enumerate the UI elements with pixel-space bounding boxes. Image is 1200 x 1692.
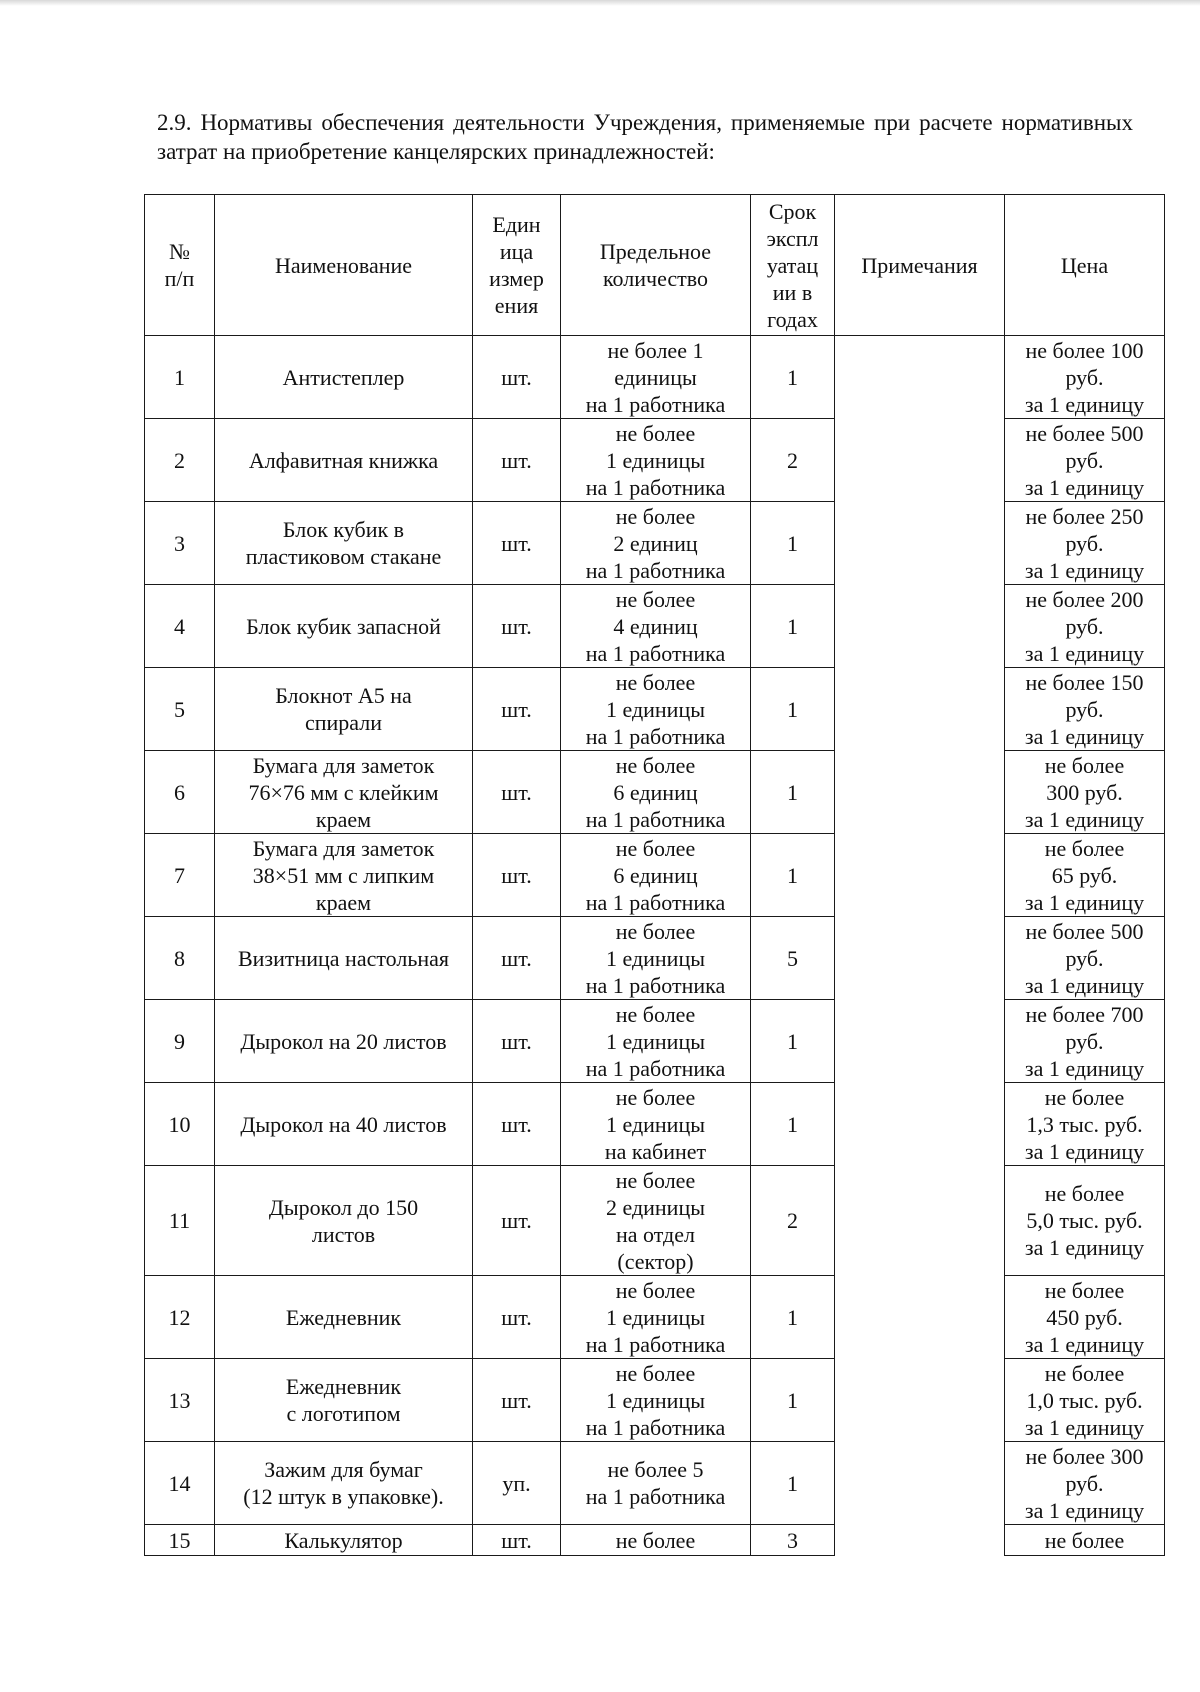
- section-intro: 2.9. Нормативы обеспечения деятельности Учреждения, применяемые при расчете нормативных затрат на приобретение канцелярских принадлежностей:: [157, 110, 1133, 164]
- cell-num: 6: [145, 751, 215, 834]
- cell-price: не более 250 руб. за 1 единицу: [1005, 502, 1165, 585]
- cell-term: 3: [751, 1525, 835, 1556]
- cell-name: Алфавитная книжка: [215, 419, 473, 502]
- cell-price: не более 1,0 тыс. руб. за 1 единицу: [1005, 1359, 1165, 1442]
- cell-qty: не более 1 единицы на 1 работника: [561, 1276, 751, 1359]
- cell-price: не более 300 руб. за 1 единицу: [1005, 1442, 1165, 1525]
- cell-price: не более 150 руб. за 1 единицу: [1005, 668, 1165, 751]
- header-term: Срок экспл уатац ии в годах: [751, 195, 835, 336]
- header-note: Примечания: [835, 195, 1005, 336]
- cell-unit: шт.: [473, 1083, 561, 1166]
- cell-name: Дырокол до 150 листов: [215, 1166, 473, 1276]
- cell-note: [835, 1442, 1005, 1525]
- cell-unit: шт.: [473, 751, 561, 834]
- cell-unit: шт.: [473, 1359, 561, 1442]
- header-unit: Един ица измер ения: [473, 195, 561, 336]
- cell-name: Блок кубик запасной: [215, 585, 473, 668]
- cell-name: Зажим для бумаг (12 штук в упаковке).: [215, 1442, 473, 1525]
- cell-term: 2: [751, 1166, 835, 1276]
- cell-price: не более 200 руб. за 1 единицу: [1005, 585, 1165, 668]
- cell-price: не более 450 руб. за 1 единицу: [1005, 1276, 1165, 1359]
- cell-unit: шт.: [473, 336, 561, 419]
- cell-note: [835, 834, 1005, 917]
- cell-num: 8: [145, 917, 215, 1000]
- cell-unit: шт.: [473, 1000, 561, 1083]
- cell-price: не более 1,3 тыс. руб. за 1 единицу: [1005, 1083, 1165, 1166]
- cell-note: [835, 751, 1005, 834]
- cell-name: Бумага для заметок 76×76 мм с клейким краем: [215, 751, 473, 834]
- cell-price: не более 100 руб. за 1 единицу: [1005, 336, 1165, 419]
- cell-qty: не более 1 единицы на кабинет: [561, 1083, 751, 1166]
- cell-term: 1: [751, 668, 835, 751]
- cell-name: Ежедневник: [215, 1276, 473, 1359]
- cell-unit: шт.: [473, 1276, 561, 1359]
- cell-name: Бумага для заметок 38×51 мм с липким краем: [215, 834, 473, 917]
- cell-unit: шт.: [473, 834, 561, 917]
- cell-name: Блокнот А5 на спирали: [215, 668, 473, 751]
- cell-term: 1: [751, 502, 835, 585]
- cell-name: Дырокол на 40 листов: [215, 1083, 473, 1166]
- header-price: Цена: [1005, 195, 1165, 336]
- cell-num: 1: [145, 336, 215, 419]
- cell-price: не более 65 руб. за 1 единицу: [1005, 834, 1165, 917]
- cell-note: [835, 1000, 1005, 1083]
- cell-qty: не более 4 единиц на 1 работника: [561, 585, 751, 668]
- cell-note: [835, 1276, 1005, 1359]
- cell-qty: не более 1 единицы на 1 работника: [561, 917, 751, 1000]
- cell-unit: шт.: [473, 502, 561, 585]
- cell-price: не более 700 руб. за 1 единицу: [1005, 1000, 1165, 1083]
- table-row: [145, 336, 1165, 419]
- cell-note: [835, 585, 1005, 668]
- table-row: [145, 1525, 1165, 1556]
- cell-note: [835, 336, 1005, 419]
- cell-num: 7: [145, 834, 215, 917]
- cell-term: 1: [751, 1276, 835, 1359]
- cell-unit: уп.: [473, 1442, 561, 1525]
- header-name: Наименование: [215, 195, 473, 336]
- cell-qty: не более 6 единиц на 1 работника: [561, 751, 751, 834]
- cell-num: 12: [145, 1276, 215, 1359]
- cell-num: 15: [145, 1525, 215, 1556]
- cell-term: 1: [751, 1359, 835, 1442]
- cell-unit: шт.: [473, 917, 561, 1000]
- table-row: [145, 1359, 1165, 1442]
- table-row: [145, 585, 1165, 668]
- cell-unit: шт.: [473, 585, 561, 668]
- scan-edge: [0, 0, 1200, 6]
- cell-note: [835, 1083, 1005, 1166]
- cell-name: Блок кубик в пластиковом стакане: [215, 502, 473, 585]
- table-row: [145, 1276, 1165, 1359]
- cell-qty: не более 1 единицы на 1 работника: [561, 336, 751, 419]
- cell-term: 1: [751, 1442, 835, 1525]
- cell-term: 1: [751, 1000, 835, 1083]
- cell-price: не более 500 руб. за 1 единицу: [1005, 917, 1165, 1000]
- cell-qty: не более 1 единицы на 1 работника: [561, 1359, 751, 1442]
- cell-term: 1: [751, 834, 835, 917]
- cell-num: 10: [145, 1083, 215, 1166]
- cell-term: 5: [751, 917, 835, 1000]
- cell-term: 1: [751, 585, 835, 668]
- table-row: [145, 1166, 1165, 1276]
- cell-note: [835, 917, 1005, 1000]
- table-row: [145, 502, 1165, 585]
- cell-num: 13: [145, 1359, 215, 1442]
- cell-note: [835, 419, 1005, 502]
- cell-price: не более 5,0 тыс. руб. за 1 единицу: [1005, 1166, 1165, 1276]
- cell-note: [835, 502, 1005, 585]
- table-row: [145, 751, 1165, 834]
- cell-qty: не более 2 единиц на 1 работника: [561, 502, 751, 585]
- office-supplies-norms-table: [144, 194, 1165, 1556]
- cell-name: Антистеплер: [215, 336, 473, 419]
- cell-num: 9: [145, 1000, 215, 1083]
- cell-unit: шт.: [473, 419, 561, 502]
- table-row: [145, 834, 1165, 917]
- cell-num: 3: [145, 502, 215, 585]
- cell-name: Калькулятор: [215, 1525, 473, 1556]
- cell-note: [835, 1525, 1005, 1556]
- cell-term: 1: [751, 1083, 835, 1166]
- cell-name: Визитница настольная: [215, 917, 473, 1000]
- cell-price: не более 300 руб. за 1 единицу: [1005, 751, 1165, 834]
- cell-unit: шт.: [473, 1525, 561, 1556]
- cell-num: 4: [145, 585, 215, 668]
- cell-term: 2: [751, 419, 835, 502]
- cell-name: Ежедневник с логотипом: [215, 1359, 473, 1442]
- table-row: [145, 668, 1165, 751]
- cell-term: 1: [751, 751, 835, 834]
- table-row: [145, 419, 1165, 502]
- cell-qty: не более: [561, 1525, 751, 1556]
- cell-unit: шт.: [473, 668, 561, 751]
- cell-note: [835, 1359, 1005, 1442]
- cell-price: не более: [1005, 1525, 1165, 1556]
- table-row: [145, 1000, 1165, 1083]
- table-row: [145, 917, 1165, 1000]
- cell-qty: не более 2 единицы на отдел (сектор): [561, 1166, 751, 1276]
- cell-qty: не более 5 на 1 работника: [561, 1442, 751, 1525]
- cell-num: 2: [145, 419, 215, 502]
- cell-note: [835, 1166, 1005, 1276]
- table-row: [145, 1083, 1165, 1166]
- header-qty: Предельное количество: [561, 195, 751, 336]
- cell-note: [835, 668, 1005, 751]
- cell-qty: не более 1 единицы на 1 работника: [561, 419, 751, 502]
- cell-num: 11: [145, 1166, 215, 1276]
- cell-num: 5: [145, 668, 215, 751]
- header-num: № п/п: [145, 195, 215, 336]
- table-header-row: [145, 195, 1165, 336]
- cell-unit: шт.: [473, 1166, 561, 1276]
- cell-qty: не более 6 единиц на 1 работника: [561, 834, 751, 917]
- cell-qty: не более 1 единицы на 1 работника: [561, 668, 751, 751]
- cell-term: 1: [751, 336, 835, 419]
- cell-price: не более 500 руб. за 1 единицу: [1005, 419, 1165, 502]
- cell-num: 14: [145, 1442, 215, 1525]
- cell-name: Дырокол на 20 листов: [215, 1000, 473, 1083]
- table-row: [145, 1442, 1165, 1525]
- cell-qty: не более 1 единицы на 1 работника: [561, 1000, 751, 1083]
